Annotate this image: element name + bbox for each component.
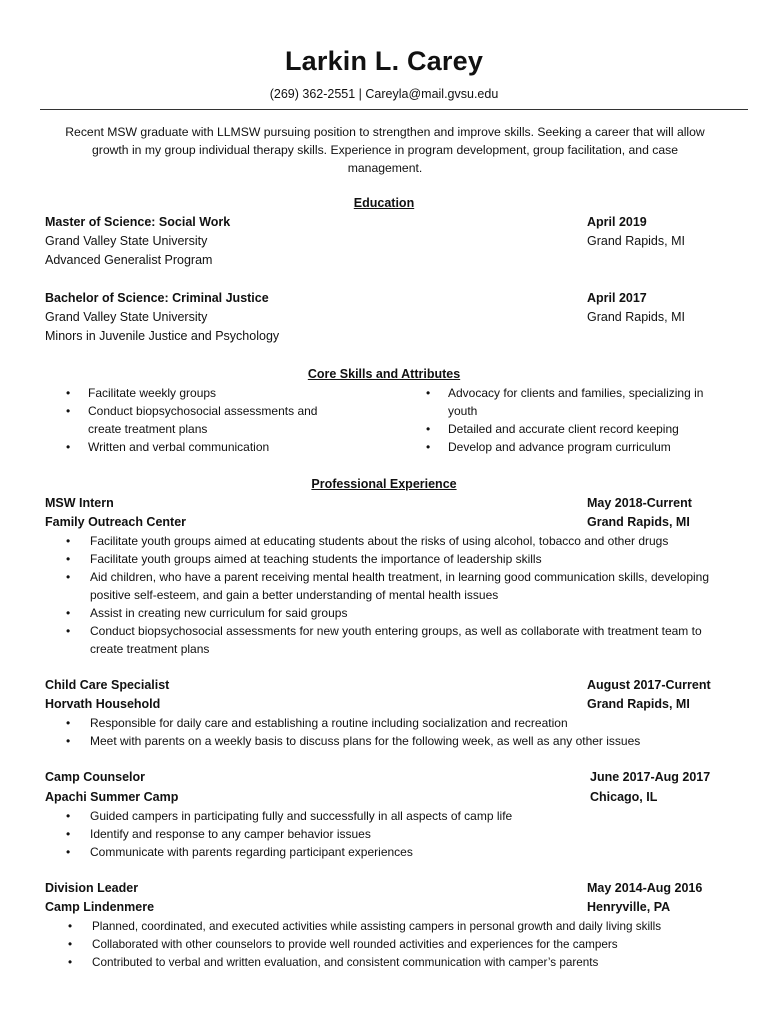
job-title: Camp Counselor [45,770,146,784]
degree-detail: Minors in Juvenile Justice and Psychology [45,329,280,343]
list-item [40,732,720,750]
degree-date: April 2017 [587,291,647,305]
job-location: Chicago, IL [590,790,658,804]
job-title-row [45,770,745,789]
degree-date: April 2019 [587,215,647,229]
education-degree-row [45,291,745,310]
job-org-row [45,900,745,919]
degree-detail: Advanced Generalist Program [45,253,213,267]
bullet-icon: • [66,606,71,620]
skill-text: Detailed and accurate client record keeping [448,422,679,436]
bullet-icon: • [66,716,71,730]
list-item [40,568,720,604]
job-bullets [40,807,720,861]
list-item [40,622,720,658]
job-title-row [45,496,745,515]
list-item [40,843,720,861]
job-title-row [45,678,745,697]
list-item [40,438,340,456]
duty-text: Assist in creating new curriculum for said groups [90,606,348,620]
summary-paragraph: Recent MSW graduate with LLMSW pursuing position to strengthen and improve skills. Seeking a career that will allow growth in my group individual therapy skills. Experience in program development, group facilitation, and case management. [65,125,705,175]
duty-text: Communicate with parents regarding participant experiences [90,845,413,859]
school-location: Grand Rapids, MI [587,234,685,248]
skills-right-column [400,384,730,456]
header-divider [40,109,748,110]
bullet-icon: • [66,845,71,859]
skill-text: Conduct biopsychosocial assessments and create treatment plans [88,404,318,436]
education-school-row [45,310,745,329]
skill-text: Advocacy for clients and families, specializing in youth [448,386,704,418]
job-date: May 2018-Current [587,496,692,510]
duty-text: Identify and response to any camper behavior issues [90,827,371,841]
list-item [400,420,730,438]
job-location: Henryville, PA [587,900,671,914]
degree-title: Master of Science: Social Work [45,215,231,229]
job-date: August 2017-Current [587,678,711,692]
bullet-icon: • [66,570,71,584]
bullet-icon: • [68,920,73,933]
education-heading: Education [353,196,415,210]
bullet-icon: • [68,938,73,951]
list-item [40,825,720,843]
duty-text: Facilitate youth groups aimed at teaching students the importance of leadership skills [90,552,542,566]
skill-text: Written and verbal communication [88,440,270,454]
education-degree-row [45,215,745,234]
bullet-icon: • [66,827,71,841]
bullet-icon: • [426,386,431,400]
list-item [40,550,720,568]
skills-left-column [40,384,340,456]
school-location: Grand Rapids, MI [587,310,685,324]
degree-title: Bachelor of Science: Criminal Justice [45,291,269,305]
bullet-icon: • [68,956,73,969]
contact-line: (269) 362-2551 | Careyla@mail.gvsu.edu [269,87,499,101]
list-item [40,604,720,622]
job-organization: Apachi Summer Camp [45,790,179,804]
bullet-icon: • [66,386,71,400]
list-item [40,384,340,402]
duty-text: Responsible for daily care and establishing a routine including socialization and recreation [90,716,568,730]
bullet-icon: • [66,534,71,548]
duty-text: Meet with parents on a weekly basis to discuss plans for the following week, as well as any other issues [90,734,641,748]
duty-text: Planned, coordinated, and executed activities while assisting campers in personal growth and daily living skills [92,920,662,933]
duty-text: Aid children, who have a parent receiving mental health treatment, in learning good communication skills, developing positive self-esteem, and gain a better understanding of mental health issues [90,570,710,602]
job-organization: Horvath Household [45,697,161,711]
skills-heading: Core Skills and Attributes [307,367,461,381]
list-item [42,918,732,936]
job-bullets [40,532,720,658]
duty-text: Conduct biopsychosocial assessments for new youth entering groups, as well as collaborate with treatment team to create treatment plans [90,624,702,656]
bullet-icon: • [66,809,71,823]
duty-text: Guided campers in participating fully and successfully in all aspects of camp life [90,809,513,823]
job-date: May 2014-Aug 2016 [587,881,703,895]
list-item [40,714,720,732]
education-detail-row [45,329,745,348]
job-location: Grand Rapids, MI [587,697,690,711]
job-title: Division Leader [45,881,139,895]
experience-heading: Professional Experience [311,477,457,491]
bullet-icon: • [66,552,71,566]
bullet-icon: • [426,422,431,436]
job-date: June 2017-Aug 2017 [590,770,711,784]
job-location: Grand Rapids, MI [587,515,690,529]
list-item [40,532,720,550]
duty-text: Facilitate youth groups aimed at educating students about the risks of using alcohol, tobacco and other drugs [90,534,669,548]
duty-text: Collaborated with other counselors to provide well rounded activities and experiences for the campers [92,938,618,951]
job-title: Child Care Specialist [45,678,170,692]
education-school-row [45,234,745,253]
school-name: Grand Valley State University [45,310,208,324]
school-name: Grand Valley State University [45,234,208,248]
list-item [400,384,730,420]
job-title: MSW Intern [45,496,114,510]
bullet-icon: • [66,624,71,638]
list-item [42,954,732,972]
list-item [400,438,730,456]
bullet-icon: • [426,440,431,454]
list-item [42,936,732,954]
duty-text: Contributed to verbal and written evaluation, and consistent communication with camper’s parents [92,956,599,969]
list-item [40,807,720,825]
list-item [40,402,340,438]
bullet-icon: • [66,440,71,454]
job-title-row [45,881,745,900]
skill-text: Develop and advance program curriculum [448,440,671,454]
education-detail-row [45,253,745,272]
bullet-icon: • [66,404,71,418]
job-bullets [42,918,732,972]
job-bullets [40,714,720,750]
job-organization: Family Outreach Center [45,515,187,529]
bullet-icon: • [66,734,71,748]
job-organization: Camp Lindenmere [45,900,155,914]
skill-text: Facilitate weekly groups [88,386,217,400]
candidate-name: Larkin L. Carey [284,46,484,76]
